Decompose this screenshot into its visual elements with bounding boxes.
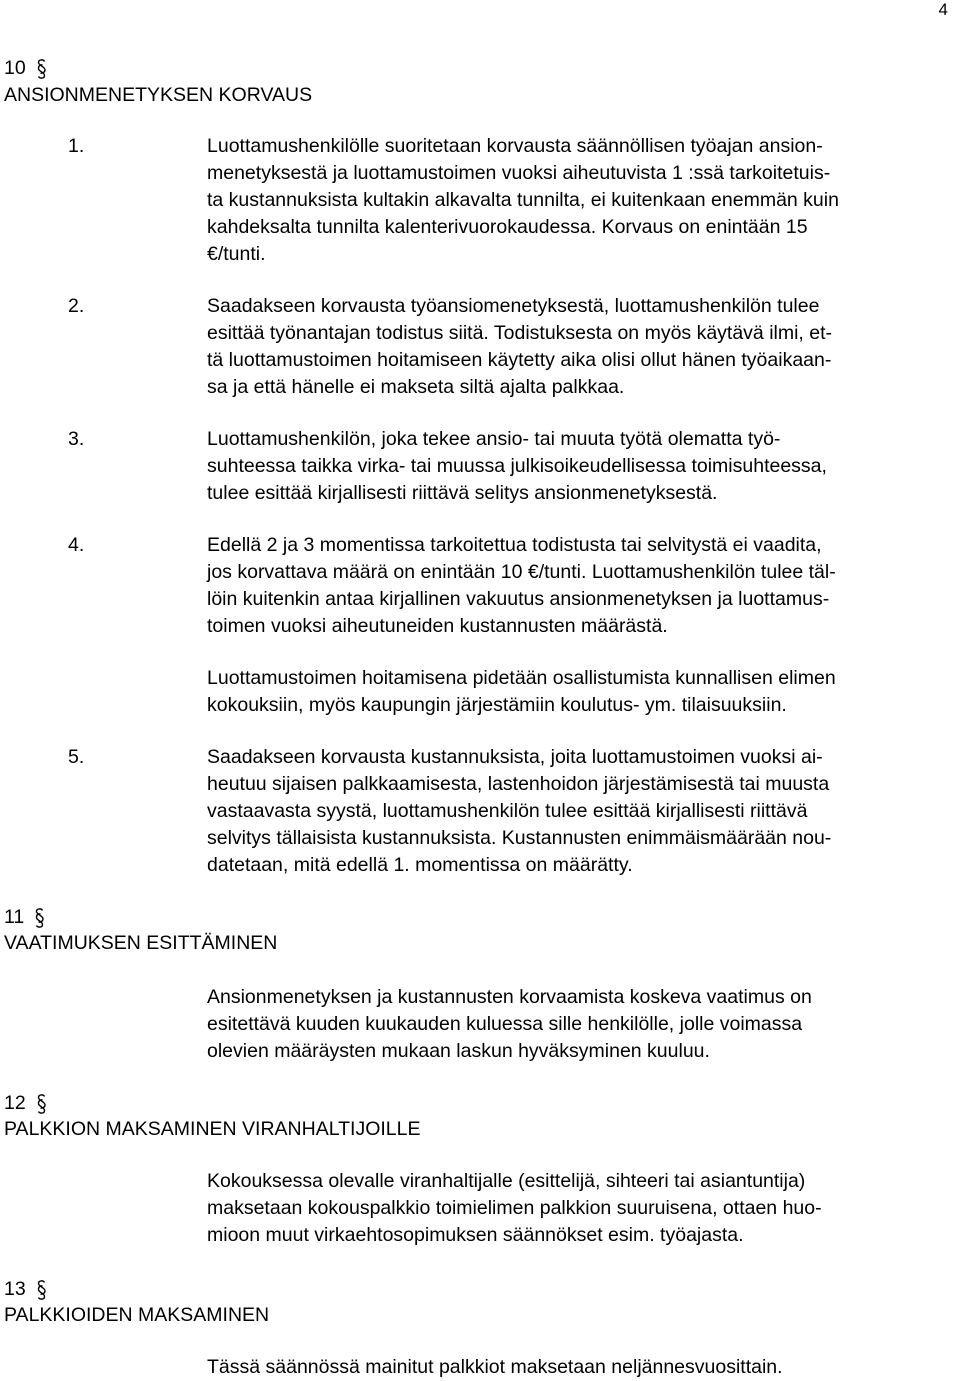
text-line: Ansionmenetyksen ja kustannusten korvaamista koskeva vaatimus on (207, 986, 812, 1008)
section-number: 11 (4, 904, 45, 931)
item-number: 5. (68, 746, 85, 768)
section-title: PALKKIOIDEN MAKSAMINEN (4, 1304, 270, 1326)
text-line: suhteessa taikka virka- tai muussa julkisoikeudellisessa toimisuhteessa, (207, 455, 827, 477)
text-line: datetaan, mitä edellä 1. momentissa on määrätty. (207, 854, 633, 876)
text-line: Edellä 2 ja 3 momentissa tarkoitettua todistusta tai selvitystä ei vaadita, (207, 534, 822, 556)
text-line: löin kuitenkin antaa kirjallinen vakuutus ansionmenetyksen ja luottamus- (207, 588, 830, 610)
section-title: VAATIMUKSEN ESITTÄMINEN (4, 932, 278, 954)
page-number: 4 (938, 0, 948, 19)
text-line: heutuu sijaisen palkkaamisesta, lastenhoidon järjestämisestä tai muusta (207, 773, 830, 795)
section-number: 12 (4, 1090, 47, 1117)
text-line: maksetaan kokouspalkkio toimielimen palkkion suuruisena, ottaen huo- (207, 1197, 822, 1219)
text-line: esittää työnantajan todistus siitä. Todistuksesta on myös käytävä ilmi, et- (207, 322, 833, 344)
text-line: olevien määräysten mukaan laskun hyväksyminen kuuluu. (207, 1040, 710, 1062)
text-line: Tässä säännössä mainitut palkkiot maksetaan neljännesvuosittain. (207, 1356, 783, 1378)
text-line: tulee esittää kirjallisesti riittävä selitys ansionmenetyksestä. (207, 482, 718, 504)
text-line: vastaavasta syystä, luottamushenkilön tulee esittää kirjallisesti riittävä (207, 800, 808, 822)
text-line: €/tunti. (207, 243, 266, 265)
text-line: sa ja että hänelle ei makseta siltä ajalta palkkaa. (207, 376, 625, 398)
section-sign-icon (34, 907, 45, 929)
text-line: Saadakseen korvausta kustannuksista, joita luottamustoimen vuoksi ai- (207, 746, 823, 768)
text-line: esitettävä kuuden kuukauden kuluessa sille henkilölle, jolle voimassa (207, 1013, 803, 1035)
text-line: menetyksestä ja luottamustoimen vuoksi aiheutuvista 1 :ssä tarkoitetuis- (207, 162, 831, 184)
text-line: Saadakseen korvausta työansiomenetyksestä, luottamushenkilön tulee (207, 295, 820, 317)
text-line: Luottamustoimen hoitamisena pidetään osallistumista kunnallisen elimen (207, 667, 836, 689)
section-sign-icon (36, 1279, 47, 1301)
text-line: Luottamushenkilölle suoritetaan korvausta säännöllisen työajan ansion- (207, 135, 823, 157)
section-sign-icon (36, 1093, 47, 1115)
item-number: 1. (68, 135, 85, 157)
item-number: 3. (68, 428, 85, 450)
text-line: ta kustannuksista kultakin alkavalta tunnilta, ei kuitenkaan enemmän kuin (207, 189, 839, 211)
section-sign-icon (36, 58, 47, 80)
text-line: mioon muut virkaehtosopimuksen säännökset esim. työajasta. (207, 1224, 744, 1246)
text-line: selvitys tällaisista kustannuksista. Kustannusten enimmäismäärään nou- (207, 827, 832, 849)
text-line: tä luottamustoimen hoitamiseen käytetty aika olisi ollut hänen työaikaan- (207, 349, 832, 371)
text-line: toimen vuoksi aiheutuneiden kustannusten määrästä. (207, 615, 668, 637)
section-number: 13 (4, 1276, 47, 1303)
text-line: jos korvattava määrä on enintään 10 €/tunti. Luottamushenkilön tulee täl- (207, 561, 836, 583)
section-number: 10 (4, 55, 47, 82)
section-title: ANSIONMENETYKSEN KORVAUS (4, 84, 313, 106)
text-line: kokouksiin, myös kaupungin järjestämiin koulutus- ym. tilaisuuksiin. (207, 694, 787, 716)
text-line: Kokouksessa olevalle viranhaltijalle (esittelijä, sihteeri tai asiantuntija) (207, 1170, 806, 1192)
text-line: kahdeksalta tunnilta kalenterivuorokaudessa. Korvaus on enintään 15 (207, 216, 808, 238)
item-number: 4. (68, 534, 85, 556)
section-title: PALKKION MAKSAMINEN VIRANHALTIJOILLE (4, 1118, 421, 1140)
text-line: Luottamushenkilön, joka tekee ansio- tai muuta työtä olematta työ- (207, 428, 781, 450)
item-number: 2. (68, 295, 85, 317)
